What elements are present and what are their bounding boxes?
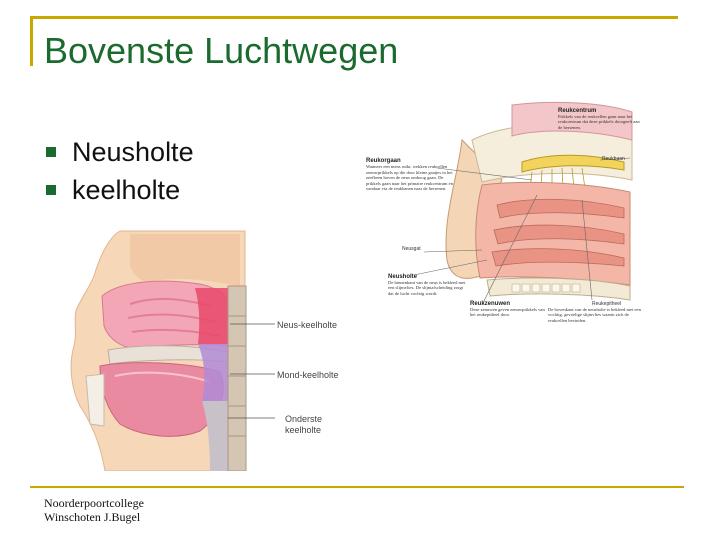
frame-left-line <box>30 16 33 66</box>
label-reukbaan: Reukbaan <box>602 156 625 162</box>
label-mond-keelholte: Mond-keelholte <box>277 370 339 380</box>
footer-line-author: Winschoten J.Bugel <box>44 510 141 524</box>
label-reukcentrum: Reukcentrum <box>558 108 597 114</box>
label-neusgat: Neusgat <box>402 246 421 252</box>
neusholte-description: De binnenkant van de neus is bekleed met een slijmvlies. De slijmafscheiding zorgt dat de lucht vochtig wordt. <box>388 280 466 296</box>
label-onderste: Onderste <box>285 414 323 424</box>
slide-footer <box>44 496 144 524</box>
bullet-square-icon <box>46 147 56 157</box>
label-keelholte: keelholte <box>285 425 322 435</box>
bullet-list <box>44 135 194 211</box>
label-neusholte: Neusholte <box>388 274 418 280</box>
bullet-item-neusholte <box>44 135 194 173</box>
reukcentrum-description: Prikkels van de reukcellen gaan naar het reukcentrum dat deze prikkels doorgeeft aan de hersenen. <box>558 114 640 130</box>
reukepitheel-description: De bovenkant van de neusholte is bekleed met een vochtig, gevoelige slijmvlies waarin zich de reukcellen bevinden. <box>548 307 641 323</box>
footer-line-school: Noorderpoortcollege <box>44 496 144 510</box>
label-neus-keelholte: Neus-keelholte <box>277 320 338 330</box>
reukorgaan-description: Wanneer een mens ruikt, wekken reukcellen zenuwprikkels op die door kleine gaatjes in het zeefbeen boven de neus omhoog gaan. De prikkels gaan naar het primaire reukcentrum en vandaar via de reukbanen naar de hersenen. <box>366 164 453 192</box>
slide-title: Bovenste Luchtwegen <box>44 30 399 71</box>
bullet-item-keelholte <box>44 173 194 211</box>
reukzenuwen-description: Deze zenuwen geven zenuwprikkels van het reukepitheel door. <box>470 307 545 318</box>
bullet-text: keelholte <box>72 175 181 205</box>
bullet-square-icon <box>46 185 56 195</box>
label-reukepitheel: Reukepitheel <box>592 301 622 307</box>
frame-top-line <box>30 16 678 19</box>
label-reukorgaan: Reukorgaan <box>366 158 401 164</box>
olfactory-anatomy-illustration <box>362 100 646 346</box>
frame-bottom-line <box>30 486 684 488</box>
throat-anatomy-illustration <box>60 226 350 471</box>
bullet-text: Neusholte <box>72 137 194 167</box>
label-reukzenuwen: Reukzenuwen <box>470 301 511 307</box>
